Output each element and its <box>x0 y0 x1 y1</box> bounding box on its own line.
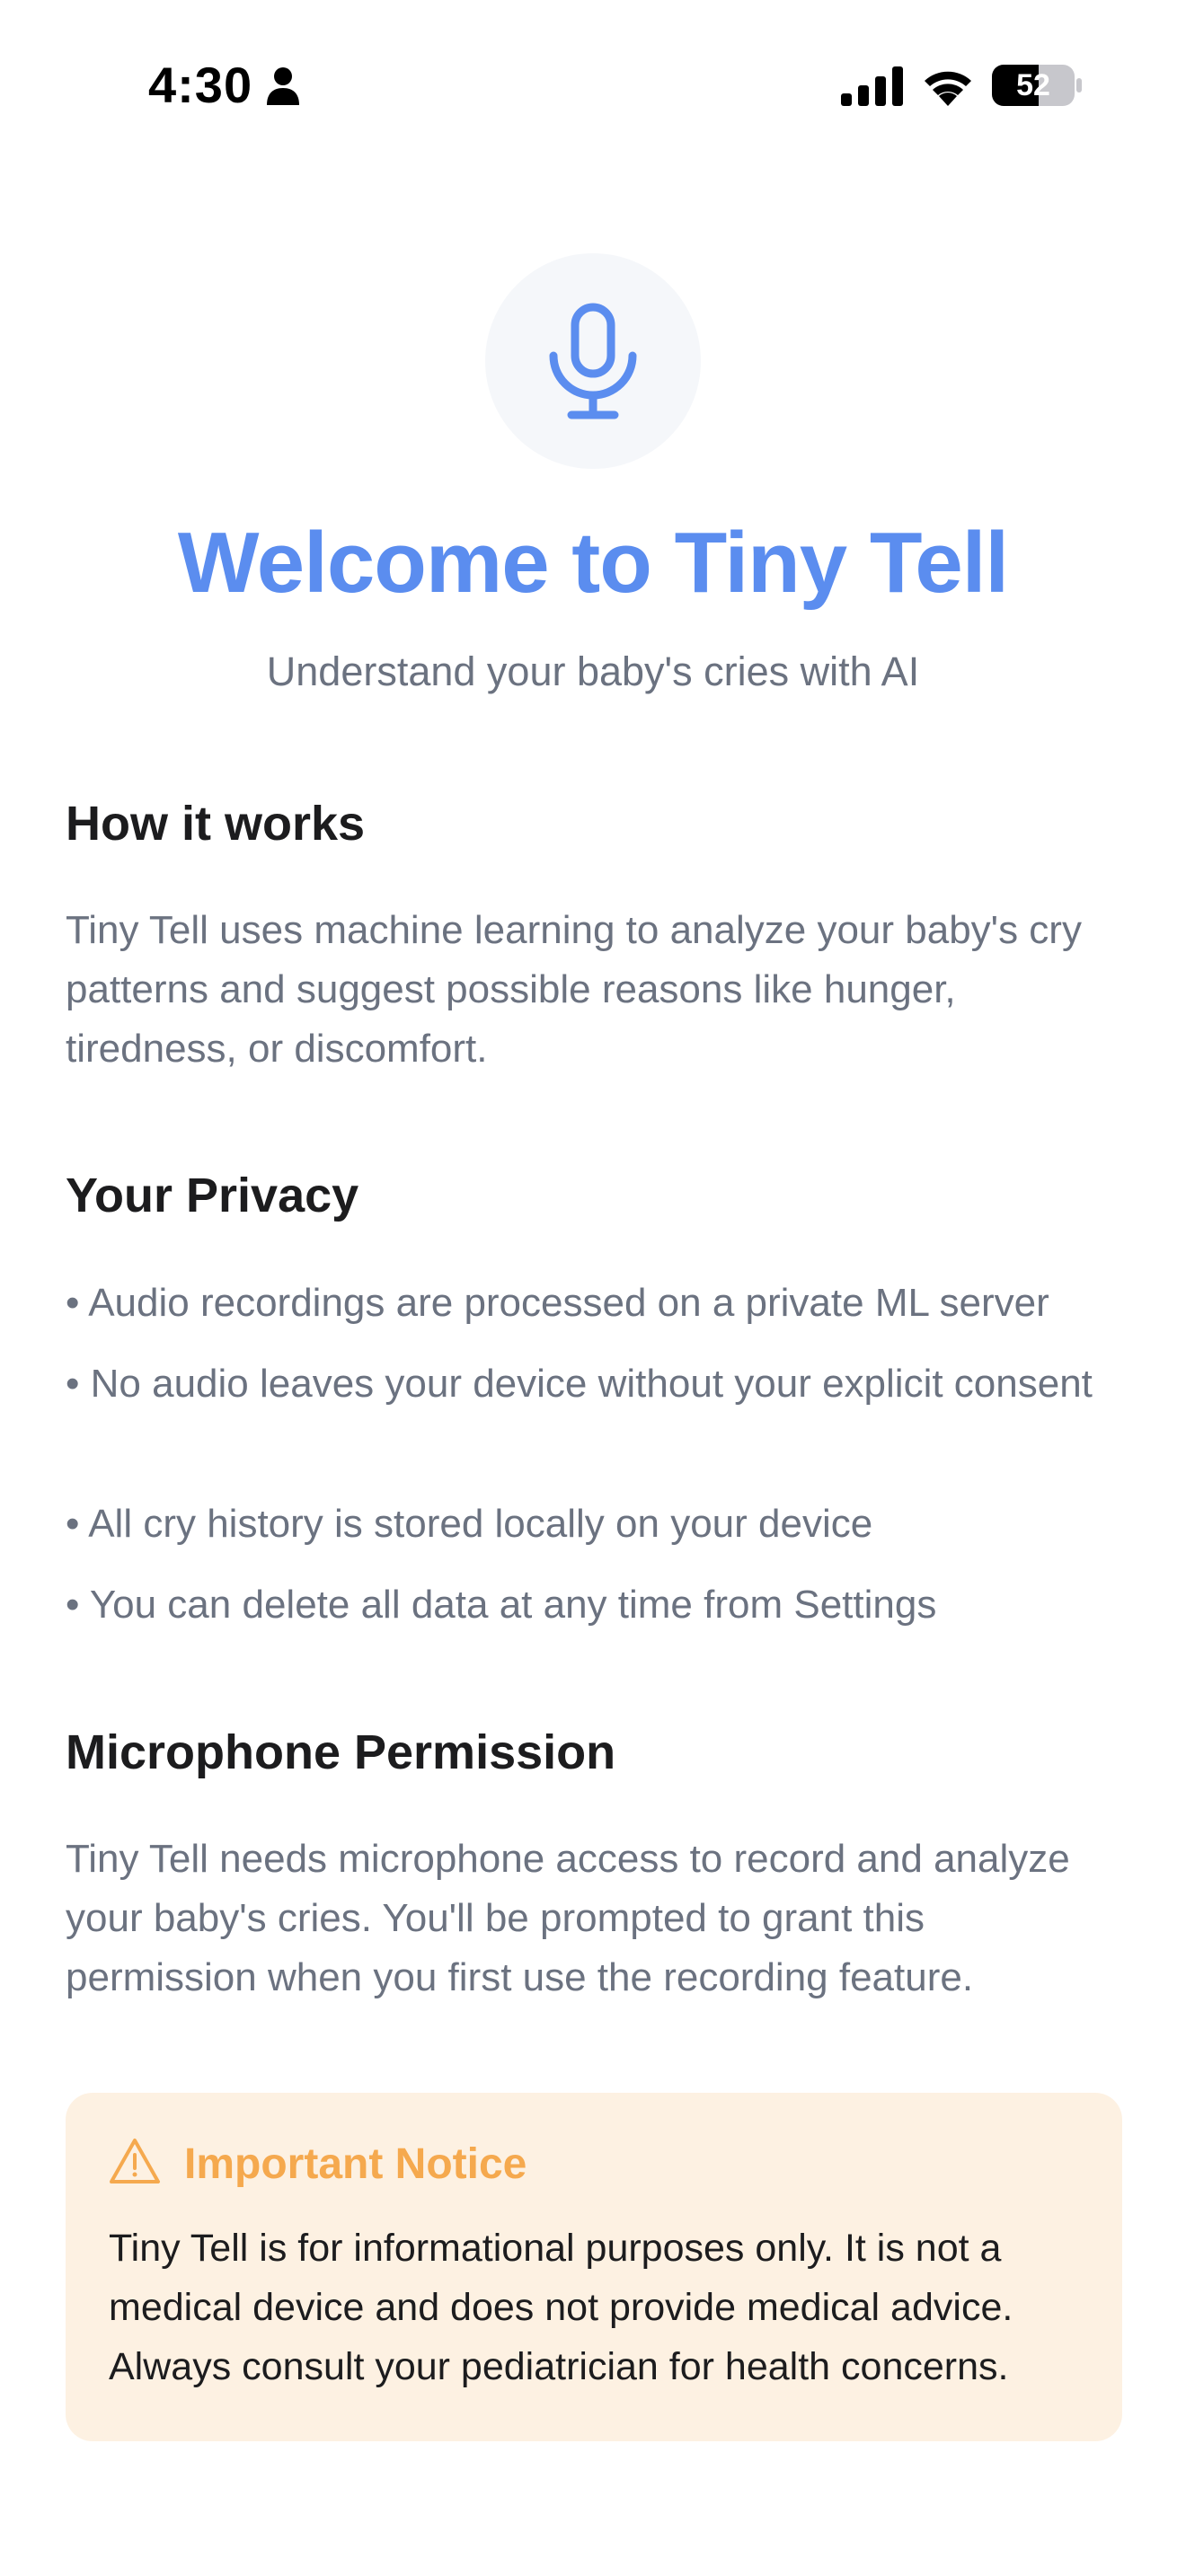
page-subtitle: Understand your baby's cries with AI <box>266 648 920 694</box>
privacy-heading: Your Privacy <box>66 1169 359 1222</box>
privacy-bullet: • You can delete all data at any time from Settings <box>66 1583 937 1627</box>
person-icon <box>266 66 300 106</box>
microphone-permission-body: Tiny Tell needs microphone access to record and analyze your baby's cries. You'll be prompted to grant this permission when you first use the recording feature. <box>66 1837 1070 1999</box>
microphone-icon <box>544 302 642 420</box>
battery-level: 52 <box>1016 68 1050 102</box>
privacy-bullet: • All cry history is stored locally on your device <box>66 1502 873 1546</box>
privacy-bullet: • No audio leaves your device without your explicit consent <box>66 1362 1093 1406</box>
wifi-icon <box>920 63 976 106</box>
how-it-works-body: Tiny Tell uses machine learning to analyze your baby's cry patterns and suggest possible reasons like hunger, tiredness, or discomfort. <box>66 908 1082 1071</box>
status-time: 4:30 <box>148 57 253 113</box>
signal-icon <box>841 66 904 106</box>
how-it-works-heading: How it works <box>66 797 366 851</box>
page-title: Welcome to Tiny Tell <box>177 515 1009 611</box>
important-notice-card <box>66 2093 1122 2441</box>
notice-body: Tiny Tell is for informational purposes only. It is not a medical device and does not provide medical advice. Always consult your pediatrician for health concerns. <box>109 2227 1013 2388</box>
status-bar <box>0 0 1186 171</box>
notice-title: Important Notice <box>184 2140 527 2188</box>
warning-icon <box>109 2138 161 2184</box>
privacy-bullet: • Audio recordings are processed on a private ML server <box>66 1281 1049 1325</box>
microphone-permission-heading: Microphone Permission <box>66 1725 616 1779</box>
battery-icon <box>992 65 1082 106</box>
